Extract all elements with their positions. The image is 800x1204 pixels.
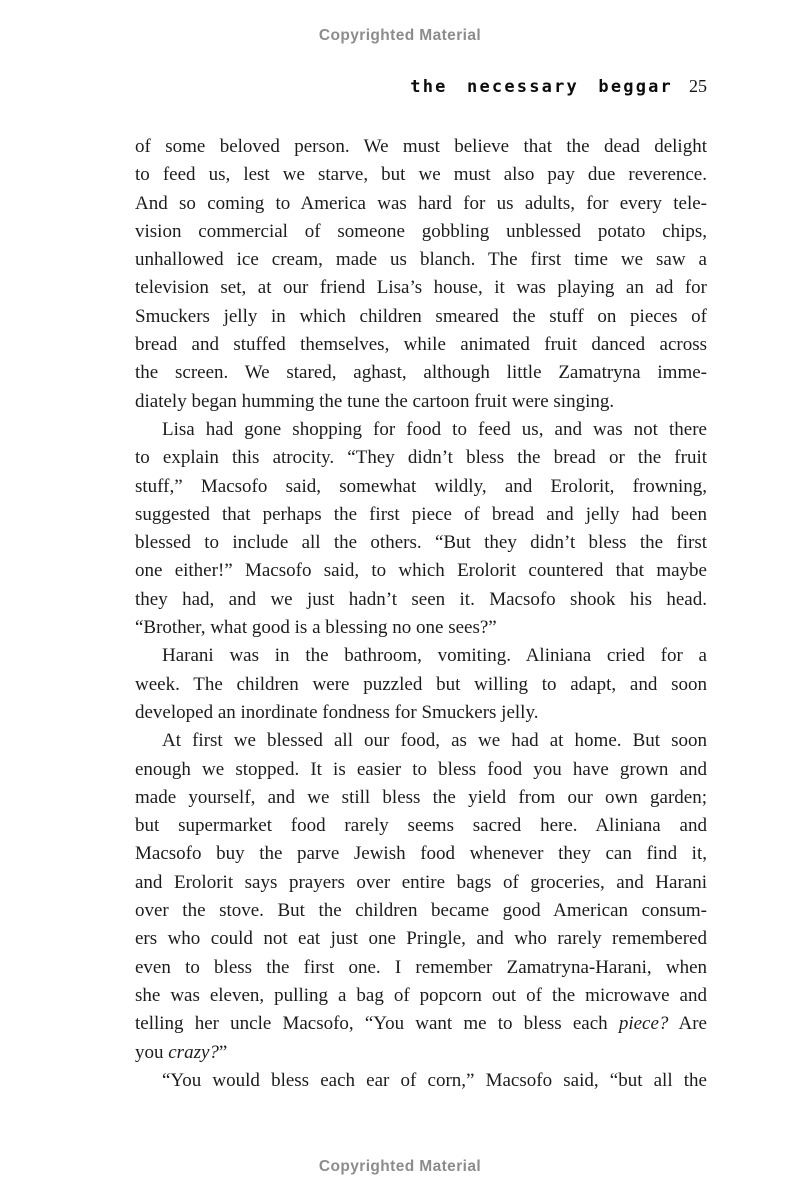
- text-line: Smuckers jelly in which children smeared the stuff on pieces of: [135, 305, 707, 327]
- body-text: [135, 133, 707, 1095]
- paragraph: [135, 642, 707, 727]
- text-line: telling her uncle Macsofo, “You want me to bless each piece? Are: [135, 1013, 707, 1035]
- text-line: over the stove. But the children became good American consum-: [135, 900, 707, 922]
- text-line: made yourself, and we still bless the yield from our own garden;: [135, 786, 707, 808]
- paragraph: [135, 133, 707, 416]
- text-line: Lisa had gone shopping for food to feed us, and was not there: [162, 418, 707, 440]
- text-line: bread and stuffed themselves, while animated fruit danced across: [135, 334, 707, 356]
- copyright-notice-top: Copyrighted Material: [318, 27, 482, 44]
- text-line: to explain this atrocity. “They didn’t bless the bread or the fruit: [135, 447, 707, 469]
- copyright-notice-bottom: Copyrighted Material: [318, 1158, 482, 1175]
- text-line: and Erolorit says prayers over entire bags of groceries, and Harani: [135, 871, 707, 893]
- paragraph: [135, 1067, 707, 1095]
- text-line: “You would bless each ear of corn,” Macsofo said, “but all the: [162, 1069, 707, 1091]
- text-line: developed an inordinate fondness for Smuckers jelly.: [135, 701, 539, 723]
- text-line: week. The children were puzzled but willing to adapt, and soon: [135, 673, 707, 695]
- text-line: And so coming to America was hard for us adults, for every tele-: [135, 192, 707, 214]
- text-line: to feed us, lest we starve, but we must also pay due reverence.: [135, 164, 707, 186]
- text-line: Harani was in the bathroom, vomiting. Aliniana cried for a: [162, 645, 707, 667]
- book-title: the necessary beggar: [410, 77, 673, 97]
- text-line: they had, and we just hadn’t seen it. Macsofo shook his head.: [135, 588, 707, 610]
- paragraph: [135, 727, 707, 1067]
- text-line: stuff,” Macsofo said, somewhat wildly, and Erolorit, frowning,: [135, 475, 707, 497]
- text-line: she was eleven, pulling a bag of popcorn out of the microwave and: [135, 984, 707, 1006]
- text-line: you crazy?”: [135, 1041, 228, 1063]
- text-line: At first we blessed all our food, as we had at home. But soon: [162, 730, 707, 752]
- text-line: but supermarket food rarely seems sacred here. Aliniana and: [135, 815, 707, 837]
- text-line: enough we stopped. It is easier to bless food you have grown and: [135, 758, 707, 780]
- paragraph: [135, 416, 707, 642]
- page-number: 25: [689, 76, 707, 96]
- text-line: ers who could not eat just one Pringle, and who rarely remembered: [135, 928, 707, 950]
- text-line: Macsofo buy the parve Jewish food whenever they can find it,: [135, 843, 707, 865]
- running-head: [135, 76, 707, 97]
- text-line: “Brother, what good is a blessing no one sees?”: [135, 617, 497, 639]
- text-line: the screen. We stared, aghast, although little Zamatryna imme-: [135, 362, 707, 384]
- text-line: diately began humming the tune the cartoon fruit were singing.: [135, 390, 615, 412]
- text-line: unhallowed ice cream, made us blanch. The first time we saw a: [135, 249, 707, 271]
- text-line: even to bless the first one. I remember Zamatryna-Harani, when: [135, 956, 707, 978]
- text-line: television set, at our friend Lisa’s house, it was playing an ad for: [135, 277, 707, 299]
- text-line: blessed to include all the others. “But they didn’t bless the first: [135, 532, 707, 554]
- text-line: of some beloved person. We must believe that the dead delight: [135, 136, 707, 157]
- text-line: one either!” Macsofo said, to which Erolorit countered that maybe: [135, 560, 707, 582]
- text-line: vision commercial of someone gobbling unblessed potato chips,: [135, 220, 707, 242]
- text-line: suggested that perhaps the first piece of bread and jelly had been: [135, 503, 707, 525]
